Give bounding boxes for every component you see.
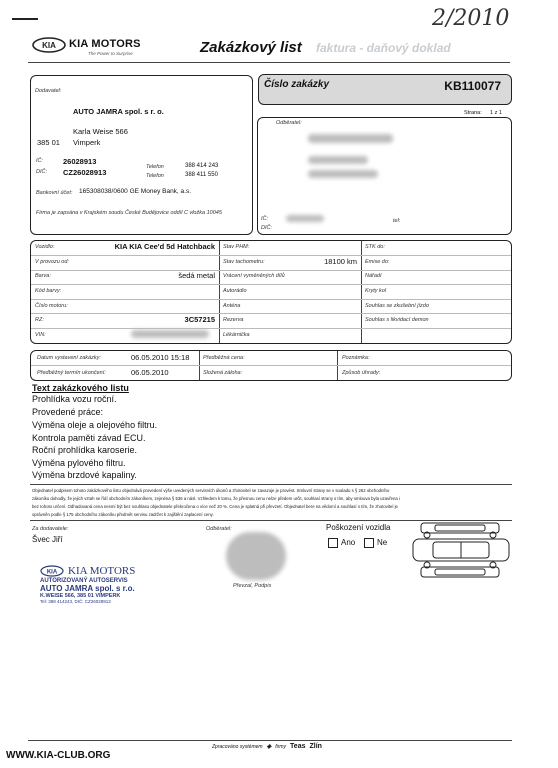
kod-barvy-label: Kód barvy: bbox=[35, 288, 62, 294]
footer-processed: Zpracováno systémem bbox=[212, 743, 263, 750]
page-label: Strana: bbox=[464, 110, 482, 116]
motor-label: Číslo motoru: bbox=[35, 303, 68, 309]
car-damage-diagram bbox=[407, 521, 515, 584]
legal-line: bez tohoto určení. Odhadovaná cena nesmí být bez souhlasu objednatele překročena o více než 20 %. Cena je splatná při převzetí. Objednatel bere na vědomí a souhlasí s tím, že zhotovitel je bbox=[32, 504, 398, 509]
work-line: Provedené práce: bbox=[32, 407, 104, 417]
supplier-name: AUTO JAMRA spol. s r. o. bbox=[73, 107, 164, 116]
page-value: 1 z 1 bbox=[490, 110, 502, 116]
footer-firm: firmy bbox=[275, 743, 287, 750]
supplier-bank: 165308038/0600 GE Money Bank, a.s. bbox=[79, 188, 192, 195]
zkusebni-label: Souhlas se zkušební jízdo bbox=[365, 303, 429, 309]
barva-value: šedá metal bbox=[178, 271, 215, 280]
tach-value: 18100 km bbox=[324, 257, 357, 266]
footer-divider bbox=[28, 740, 512, 741]
uhrady-label: Způsob úhrady: bbox=[342, 370, 381, 376]
kia-oval-icon bbox=[32, 37, 66, 53]
dates-box bbox=[30, 350, 512, 381]
footer-credit bbox=[212, 743, 322, 750]
stk-label: STK do: bbox=[365, 244, 385, 250]
supplier-tel2: 388 411 550 bbox=[185, 172, 218, 178]
service-stamp bbox=[40, 565, 160, 604]
prevzal-label: Převzal, Podpis bbox=[233, 583, 272, 589]
legal-line: zákoníku dohodly, že jejich vztah se řídí obchodním zákoníkem, zejména § 536 a násl. Vzhledem k tomu, že přesnou cenu nelze předem určit, souhlasí strany s tím, aby smlouva byla uzavřena i bbox=[32, 496, 400, 501]
supplier-label: Dodavatel: bbox=[35, 88, 62, 94]
supplier-zip: 385 01 bbox=[37, 138, 60, 147]
rz-label: RZ: bbox=[35, 317, 44, 323]
vraceni-label: Vrácení vyměněných dílů bbox=[223, 273, 285, 279]
stamp-line: Tel: 388 414243, DIČ: CZ26028913 bbox=[40, 599, 111, 604]
supplier-city: Vimperk bbox=[73, 138, 101, 147]
supplier-dic: CZ26028913 bbox=[63, 168, 107, 177]
kryty-label: Kryty kol bbox=[365, 288, 387, 294]
cors-logo-icon: ◈ bbox=[266, 744, 272, 750]
work-line: Výměna pylového filtru. bbox=[32, 458, 126, 468]
cena-label: Předběžná cena: bbox=[203, 355, 245, 361]
rezerva-label: Rezerva bbox=[223, 317, 244, 323]
supplier-box bbox=[30, 75, 253, 235]
redacted-signature bbox=[226, 532, 286, 580]
svg-text:KIA: KIA bbox=[42, 41, 56, 50]
redacted-customer-name bbox=[308, 134, 393, 143]
emise-label: Emise do: bbox=[365, 259, 390, 265]
damage-ano-label: Ano bbox=[341, 538, 356, 547]
work-line: Kontrola paměti závad ECU. bbox=[32, 433, 146, 443]
work-heading: Text zakázkového listu bbox=[32, 383, 129, 393]
provozu-label: V provozu od: bbox=[35, 259, 69, 265]
vozidlo-label: Vozidlo: bbox=[35, 244, 55, 250]
brand-tagline: The Power to Surprise bbox=[88, 51, 133, 56]
work-line: Výměna oleje a olejového filtru. bbox=[32, 420, 158, 430]
supplier-ic: 26028913 bbox=[63, 157, 97, 166]
top-dash bbox=[12, 18, 38, 20]
dodavatel-sign-label: Za dodavatele: bbox=[32, 526, 69, 532]
supplier-tel1: 388 414 243 bbox=[185, 163, 219, 169]
damage-ne-checkbox[interactable] bbox=[364, 538, 374, 548]
redacted-customer-city bbox=[308, 170, 378, 178]
vozidlo-value: KIA KIA Cee'd 5d Hatchback bbox=[114, 242, 215, 251]
vin-label: VIN: bbox=[35, 332, 46, 338]
dic-label: DIČ: bbox=[36, 169, 47, 175]
zaloha-label: Složená záloha: bbox=[203, 370, 243, 376]
legal-text bbox=[32, 487, 514, 519]
rz-value: 3C57215 bbox=[184, 315, 215, 324]
tach-label: Stav tachometru: bbox=[223, 259, 265, 265]
order-box bbox=[258, 74, 512, 105]
kia-stamp-logo-icon bbox=[40, 565, 64, 577]
barva-label: Barva: bbox=[35, 273, 51, 279]
car-outline-icon bbox=[407, 521, 515, 579]
tel-label: Telefon bbox=[146, 164, 164, 170]
poznamka-label: Poznámka: bbox=[342, 355, 370, 361]
damage-ano-checkbox[interactable] bbox=[328, 538, 338, 548]
ukonceni-value: 06.05.2010 bbox=[131, 368, 169, 377]
stamp-line: AUTORIZOVANÝ AUTOSERVIS bbox=[40, 578, 128, 584]
ic-label: IČ: bbox=[36, 158, 44, 164]
damage-ne-label: Ne bbox=[377, 538, 388, 547]
customer-box bbox=[257, 117, 512, 235]
odberatel-sign-label: Odběratel: bbox=[206, 526, 232, 532]
stamp-line: K.WEISE 566, 385 01 VIMPERK bbox=[40, 593, 121, 599]
kia-logo bbox=[32, 37, 66, 58]
vystaveni-label: Datum vystavení zakázky: bbox=[37, 355, 101, 361]
redacted-customer-ic bbox=[286, 215, 324, 222]
club-watermark: WWW.KIA-CLUB.ORG bbox=[6, 750, 111, 761]
stamp-brand: KIA MOTORS bbox=[68, 565, 136, 577]
bank-label: Bankovní účet: bbox=[36, 190, 73, 196]
legal-line: Objednatel podpisem tohoto zakázkového listu objednává provedení výše uvedených servisních úkonů a zhotovitel se zavazuje je provést. Smluvní strany se v souladu s § 262 obchodního bbox=[32, 488, 390, 493]
order-number: KB110077 bbox=[444, 79, 501, 93]
footer-zlin: Zlín bbox=[309, 743, 322, 750]
svg-text:KIA: KIA bbox=[46, 569, 58, 576]
vystaveni-value: 06.05.2010 15:18 bbox=[131, 353, 190, 362]
register-note: Firma je zapsána v Krajském soudu České Budějovice oddíl C vložka 10045 bbox=[36, 210, 222, 216]
redacted-vin bbox=[131, 330, 209, 338]
legal-line: oprávněn podle § 175 obchodního zákoníku předmět servisu zadržet k zajištění zaplacení ceny. bbox=[32, 512, 214, 517]
naradi-label: Nářadí bbox=[365, 273, 382, 279]
lekarnicka-label: Lékárnička bbox=[223, 332, 250, 338]
legal-top-divider bbox=[30, 484, 512, 485]
order-label: Číslo zakázky bbox=[264, 79, 330, 90]
stamp-line: AUTO JAMRA spol. s r.o. bbox=[40, 584, 135, 593]
ukonceni-label: Předběžný termín ukončení: bbox=[37, 370, 106, 376]
customer-dic-label: DIČ: bbox=[261, 225, 272, 231]
likvidaci-label: Souhlas s likvidací demon bbox=[365, 317, 429, 323]
dodavatel-name: Švec Jiří bbox=[32, 535, 63, 544]
work-line: Výměna brzdové kapaliny. bbox=[32, 470, 137, 480]
damage-label: Poškození vozidla bbox=[326, 523, 391, 532]
customer-label: Odběratel: bbox=[276, 120, 302, 126]
phm-label: Stav PHM: bbox=[223, 244, 250, 250]
vehicle-box bbox=[30, 240, 512, 344]
autoradio-label: Autorádio bbox=[223, 288, 247, 294]
ghost-title: faktura - daňový doklad bbox=[316, 41, 451, 55]
supplier-street: Karla Weise 566 bbox=[73, 127, 128, 136]
header-divider bbox=[28, 62, 510, 63]
handwritten-date: 2/2010 bbox=[432, 6, 510, 31]
brand-name: KIA MOTORS bbox=[69, 38, 141, 50]
work-line: Prohlídka vozu roční. bbox=[32, 394, 117, 404]
doc-title: Zakázkový list bbox=[200, 39, 302, 56]
customer-tel-label: tel: bbox=[393, 218, 401, 224]
work-line: Roční prohlídka karoserie. bbox=[32, 445, 138, 455]
customer-ic-label: IČ: bbox=[261, 216, 269, 222]
footer-teas: Teas bbox=[290, 743, 306, 750]
redacted-customer-street bbox=[308, 156, 368, 164]
tel2-label: Telefon bbox=[146, 173, 164, 179]
antena-label: Anténa bbox=[223, 303, 241, 309]
